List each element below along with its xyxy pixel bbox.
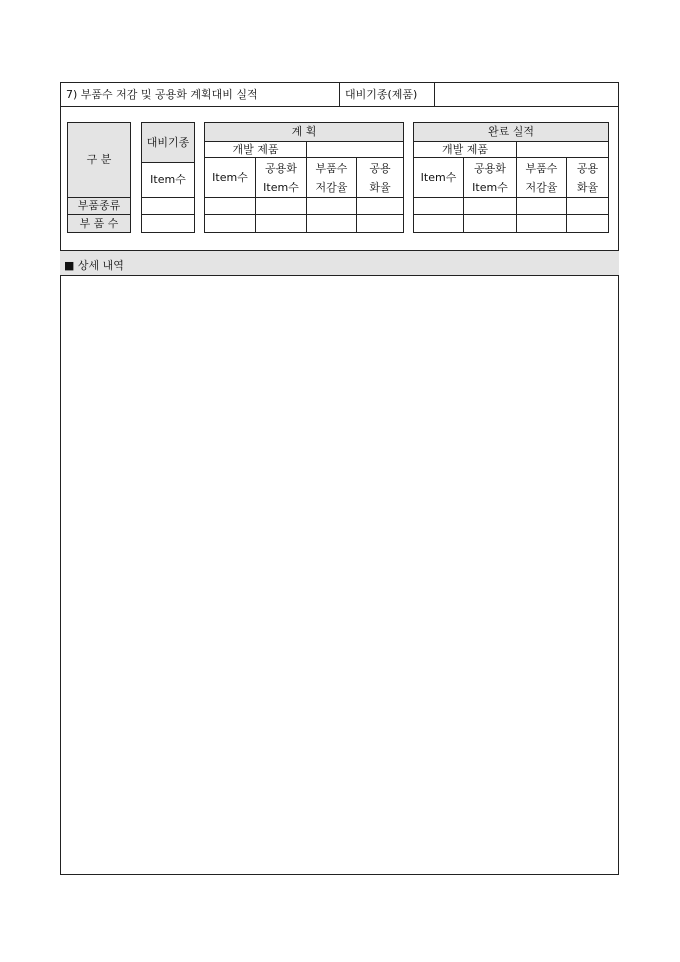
result-cell-r2c2[interactable] — [463, 214, 517, 233]
plan-col4b: 화율 — [369, 181, 391, 194]
plan-cell-r1c2[interactable] — [255, 197, 307, 215]
result-cell-r1c3[interactable] — [516, 197, 567, 215]
plan-group: 개발 제품 — [232, 142, 279, 156]
baseline-label: 대비기종(제품) — [345, 88, 418, 101]
plan-cell-r2c1[interactable] — [204, 214, 256, 233]
result-col-common-item — [463, 157, 517, 198]
result-group-cell — [413, 141, 517, 158]
baseline-model-label: 대비기종 — [146, 135, 190, 149]
baseline-value-cell[interactable] — [434, 82, 619, 107]
plan-cell-r1c3[interactable] — [306, 197, 357, 215]
plan-col-reduction — [306, 157, 357, 198]
detail-section-header — [60, 250, 619, 276]
result-col-reduction — [516, 157, 567, 198]
plan-col-common-item — [255, 157, 307, 198]
result-cell-r2c3[interactable] — [516, 214, 567, 233]
result-cell-r1c1[interactable] — [413, 197, 464, 215]
baseline-label-cell — [339, 82, 435, 107]
plan-col4a: 공용 — [369, 162, 391, 175]
result-title: 완료 실적 — [487, 125, 534, 138]
result-title-cell — [413, 122, 609, 142]
result-col4b: 화율 — [576, 181, 599, 194]
plan-cell-r2c2[interactable] — [255, 214, 307, 233]
result-col-item — [413, 157, 464, 198]
header-title-cell — [60, 82, 340, 107]
baseline-cell-r2[interactable] — [141, 214, 195, 233]
plan-cell-r2c4[interactable] — [356, 214, 404, 233]
detail-heading: ■ 상세 내역 — [64, 259, 124, 272]
header-title: 7) 부품수 저감 및 공용화 계획대비 실적 — [66, 88, 258, 101]
result-col2b: Item수 — [472, 181, 508, 194]
plan-col-common-rate — [356, 157, 404, 198]
plan-cell-r1c1[interactable] — [204, 197, 256, 215]
result-col2a: 공용화 — [474, 162, 506, 175]
plan-cell-r1c4[interactable] — [356, 197, 404, 215]
row-part-types-label: 부품종류 — [77, 199, 121, 212]
result-cell-r1c2[interactable] — [463, 197, 517, 215]
result-col4a: 공용 — [576, 162, 599, 175]
plan-col3a: 부품수 — [315, 162, 348, 175]
result-cell-r1c4[interactable] — [566, 197, 609, 215]
baseline-cell-r1[interactable] — [141, 197, 195, 215]
baseline-model-header — [141, 122, 195, 163]
category-label: 구 분 — [86, 153, 112, 166]
result-cell-r2c1[interactable] — [413, 214, 464, 233]
plan-col3b: 저감율 — [315, 181, 348, 194]
result-col3b: 저감율 — [525, 181, 558, 194]
result-group: 개발 제품 — [441, 142, 488, 156]
result-group-empty — [516, 141, 609, 158]
plan-title-cell — [204, 122, 404, 142]
baseline-item-label: Item수 — [150, 173, 186, 186]
row-part-types — [67, 197, 131, 215]
result-cell-r2c4[interactable] — [566, 214, 609, 233]
plan-col2a: 공용화 — [265, 162, 297, 175]
baseline-item-header — [141, 162, 195, 198]
plan-col2b: Item수 — [263, 181, 299, 194]
result-col-item-label: Item수 — [420, 170, 457, 184]
row-part-count — [67, 214, 131, 233]
row-part-count-label: 부 품 수 — [79, 216, 119, 230]
plan-cell-r2c3[interactable] — [306, 214, 357, 233]
plan-group-empty — [306, 141, 404, 158]
result-col-common-rate — [566, 157, 609, 198]
detail-content-area[interactable] — [61, 276, 618, 874]
plan-col-item-label: Item수 — [212, 170, 248, 184]
plan-col-item — [204, 157, 256, 198]
plan-title: 계 획 — [291, 125, 317, 138]
plan-group-cell — [204, 141, 307, 158]
category-header — [67, 122, 131, 198]
result-col3a: 부품수 — [525, 162, 558, 175]
